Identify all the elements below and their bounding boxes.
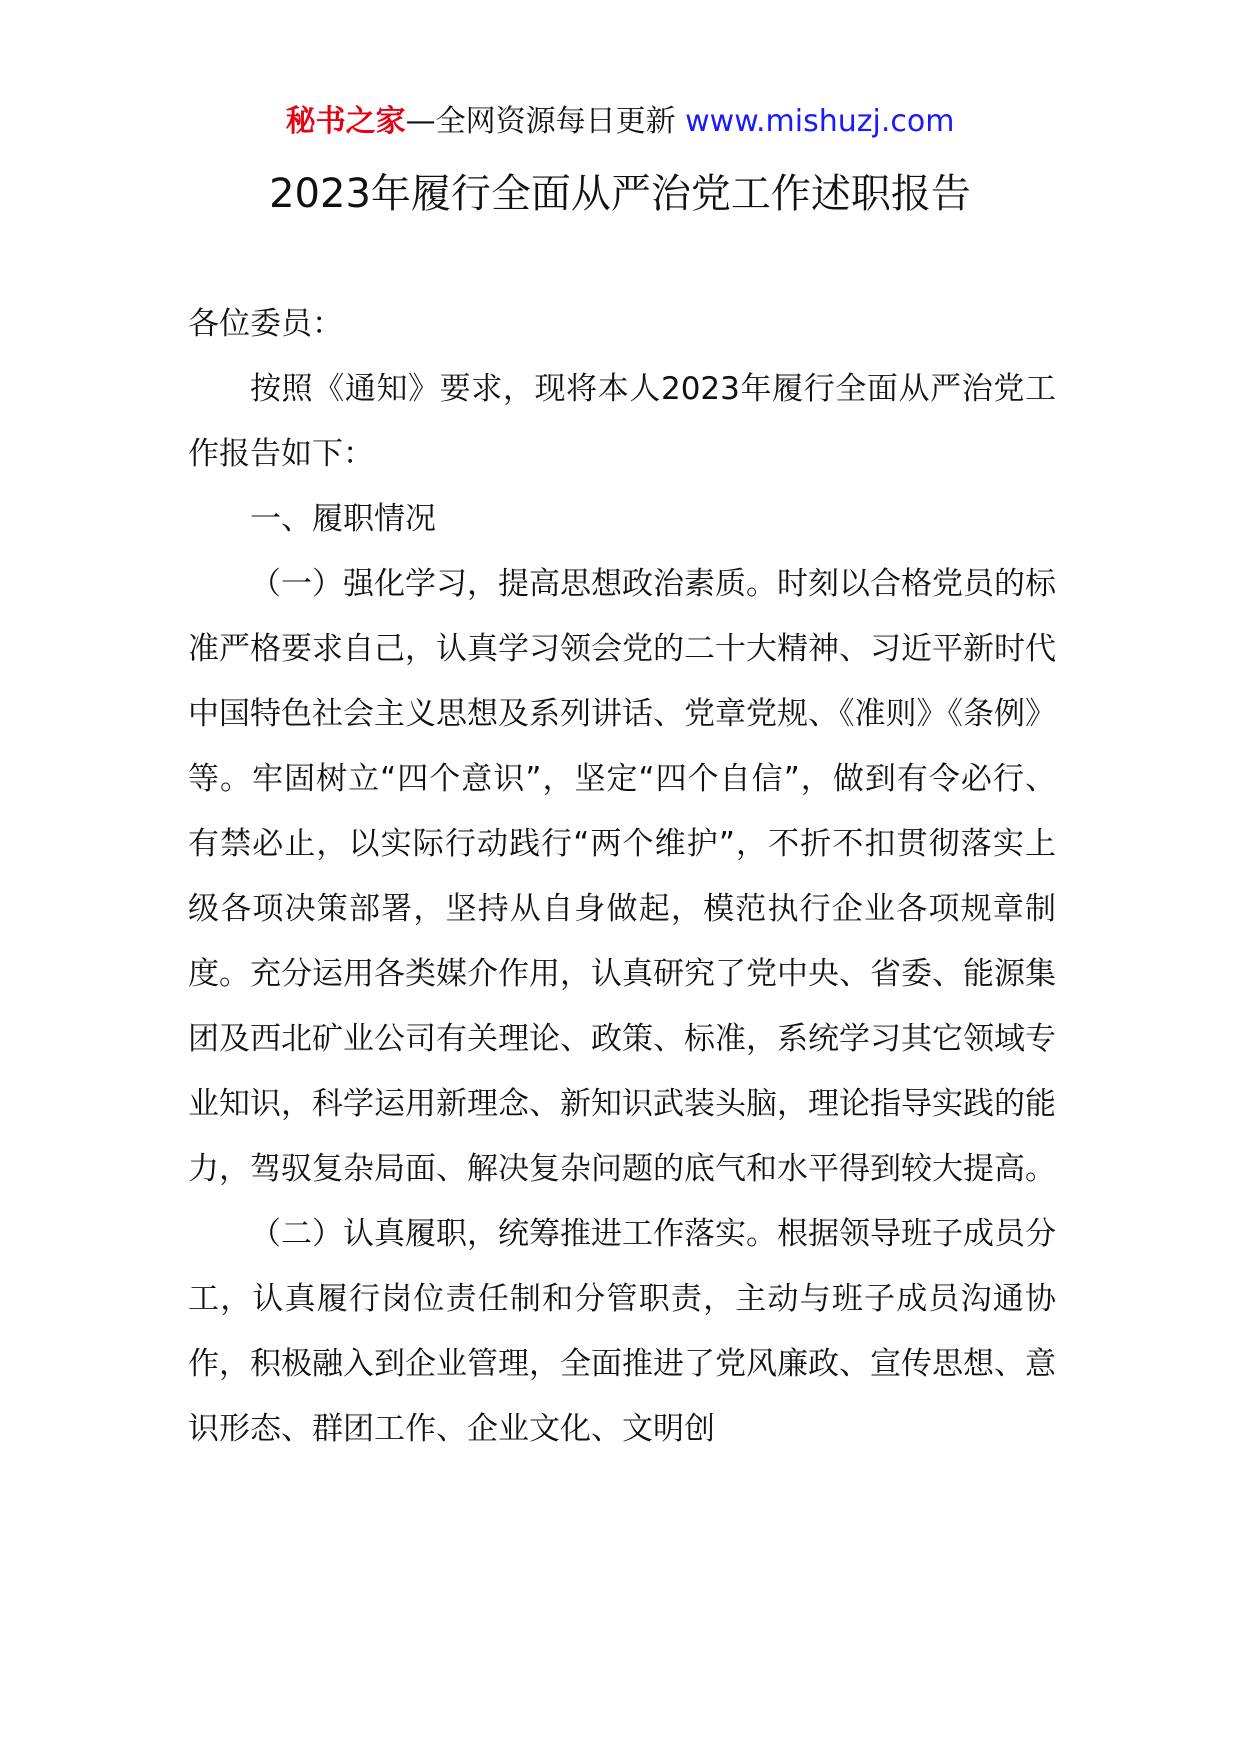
paragraph-study: （一）强化学习，提高思想政治素质。时刻以合格党员的标准严格要求自己，认真学习领会党的二十大精神、习近平新时代中国特色社会主义思想及系列讲话、党章党规、《准则》《条例》等。牢固树立“四个意识”，坚定“四个自信”，做到有令必行、有禁必止，以实际行动践行“两个维护”，不折不扣贯彻落实上级各项决策部署，坚持从自身做起，模范执行企业各项规章制度。充分运用各类媒介作用，认真研究了党中央、省委、能源集团及西北矿业公司有关理论、政策、标准，系统学习其它领域专业知识，科学运用新理念、新知识武装头脑，理论指导实践的能力，驾驭复杂局面、解决复杂问题的底气和水平得到较大提高。	[188, 566, 1056, 1187]
document-title: 2023年履行全面从严治党工作述职报告	[269, 171, 971, 217]
watermark-header	[0, 100, 1240, 144]
document-body	[188, 292, 1056, 1462]
brand-name: 秘书之家	[285, 104, 406, 139]
intro-paragraph: 按照《通知》要求，现将本人2023年履行全面从严治党工作报告如下：	[188, 371, 1056, 472]
header-slogan: —全网资源每日更新	[405, 104, 676, 139]
salutation: 各位委员：	[188, 306, 343, 342]
paragraph-duty: （二）认真履职，统筹推进工作落实。根据领导班子成员分工，认真履行岗位责任制和分管职责，主动与班子成员沟通协作，积极融入到企业管理，全面推进了党风廉政、宣传思想、意识形态、群团工作、企业文化、文明创	[188, 1216, 1056, 1447]
section-heading: 一、履职情况	[250, 501, 436, 537]
site-url-link[interactable]: www.mishuzj.com	[685, 104, 955, 139]
